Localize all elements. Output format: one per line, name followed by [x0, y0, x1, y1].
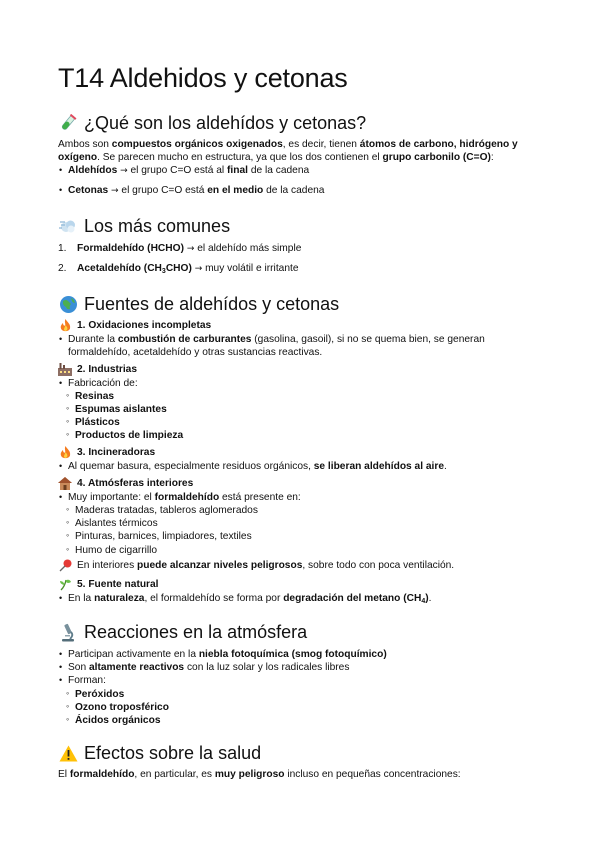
list-item-humo: ◦ Humo de cigarrillo: [58, 544, 548, 557]
subheading-oxidaciones: 1. Oxidaciones incompletas: [58, 319, 548, 333]
list-item-formaldehido: 1. Formaldehído (HCHO) → el aldehído más simple: [58, 242, 302, 254]
page-title: T14 Aldehidos y cetonas: [58, 63, 348, 93]
list-item-niebla: • Participan activamente en la niebla fotoquímica (smog fotoquímico): [58, 648, 548, 661]
document-page: [58, 58, 548, 781]
section-heading-reacciones: [58, 621, 548, 643]
list-item-peroxidos: ◦ Peróxidos: [58, 688, 548, 701]
house-icon: [58, 477, 72, 491]
list-item-acetaldehido: 2. Acetaldehído $(CH_3CHO)$ → muy volátil e irritante: [58, 263, 299, 276]
seedling-icon: [58, 578, 72, 592]
globe-icon: [58, 294, 78, 314]
list-item-muy-importante: • Muy importante: el formaldehído está presente en:: [58, 491, 548, 504]
warning-icon: [58, 743, 78, 763]
list-item-ozono: ◦ Ozono troposférico: [58, 701, 548, 714]
factory-icon: [58, 363, 72, 377]
subheading-atmosferas-interiores: 4. Atmósferas interiores: [58, 477, 548, 491]
list-item-plasticos: ◦ Plásticos: [58, 416, 548, 429]
list-item-resinas: ◦ Resinas: [58, 390, 548, 403]
fire-icon: [58, 319, 72, 333]
section-heading-text: ¿Qué son los aldehídos y cetonas?: [84, 113, 367, 133]
pushpin-icon: [58, 559, 72, 573]
section-heading-text: Fuentes de aldehídos y cetonas: [84, 294, 340, 315]
list-item-combustion: • Durante la combustión de carburantes (gasolina, gasoil), si no se quema bien, se generan formaldehído, acetaldehído y otras sustancias reactivas.: [58, 333, 548, 359]
list-item-pinturas: ◦ Pinturas, barnices, limpiadores, textiles: [58, 530, 548, 543]
microscope-icon: [58, 622, 78, 642]
list-item-basura: • Al quemar basura, especialmente residuos orgánicos, se liberan aldehídos al aire.: [58, 460, 548, 473]
section-heading-comunes: [58, 215, 548, 237]
section-heading-text: Reacciones en la atmósfera: [84, 622, 308, 643]
note-interiores: En interiores puede alcanzar niveles peligrosos, sobre todo con poca ventilación.: [58, 559, 548, 573]
section-heading-fuentes: [58, 293, 548, 315]
section-heading-que-son: [58, 112, 548, 134]
subheading-fuente-natural: 5. Fuente natural: [58, 578, 548, 592]
list-item-reactivos: • Son altamente reactivos con la luz solar y los radicales libres: [58, 661, 548, 674]
list-item-forman: • Forman:: [58, 674, 548, 687]
list-item-aislantes: ◦ Aislantes térmicos: [58, 517, 548, 530]
list-item-espumas: ◦ Espumas aislantes: [58, 403, 548, 416]
subheading-incineradoras: 3. Incineradoras: [58, 446, 548, 460]
section-heading-text: Efectos sobre la salud: [84, 743, 262, 764]
list-item-cetonas: • Cetonas → el grupo C=O está en el medio de la cadena: [58, 184, 548, 198]
section-heading-efectos: [58, 742, 548, 764]
efectos-paragraph: El formaldehído, en particular, es muy peligroso incluso en pequeñas concentraciones:: [58, 769, 461, 781]
fire-icon: [58, 446, 72, 460]
intro-paragraph: Ambos son compuestos orgánicos oxigenados, es decir, tienen átomos de carbono, hidrógeno y oxígeno. Se parecen mucho en estructura, ya que los dos contienen el grupo carbonilo (C=O):: [58, 139, 518, 164]
list-item-acidos: ◦ Ácidos orgánicos: [58, 714, 548, 727]
list-item-aldehidos: • Aldehídos → el grupo C=O está al final de la cadena: [58, 164, 548, 178]
subheading-industrias: 2. Industrias: [58, 363, 548, 377]
test-tube-icon: [58, 113, 78, 133]
list-item-naturaleza: • En la naturaleza, el formaldehído se forma por degradación del metano $(CH_4)$.: [58, 592, 548, 605]
list-item-maderas: ◦ Maderas tratadas, tableros aglomerados: [58, 504, 548, 517]
list-item-fabricacion: • Fabricación de:: [58, 377, 548, 390]
list-item-productos-limpieza: ◦ Productos de limpieza: [58, 429, 548, 442]
section-heading-text: Los más comunes: [84, 215, 231, 236]
dash-cloud-icon: [58, 216, 78, 236]
